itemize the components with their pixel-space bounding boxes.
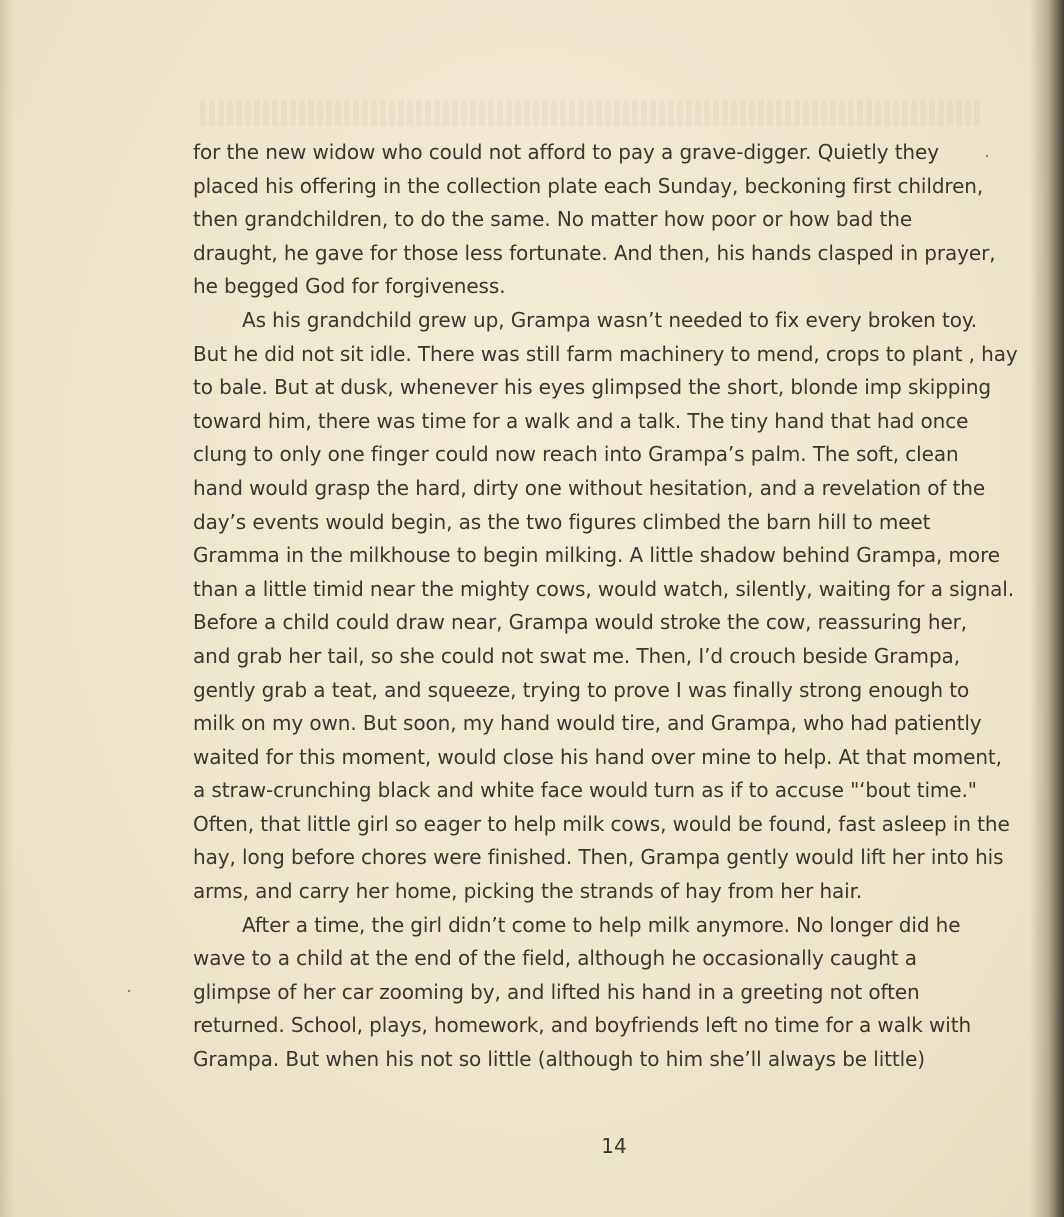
paragraph-1: for the new widow who could not afford to pay a grave-digger. Quietly they placed his offering in the collection plate each Sunday, beckoning first children, then grandchildren, to do the same. No matter how poor or how bad the draught, he gave for those less fortunate. And then, his hands clasped in prayer, he begged God for forgiveness. [193, 140, 996, 299]
bleed-through-text [200, 100, 980, 126]
spine-shadow [1030, 0, 1064, 1217]
dust-speck [128, 990, 130, 992]
body-text [193, 136, 1033, 1077]
page-number: 14 [601, 1134, 627, 1158]
dust-speck [986, 155, 988, 157]
paragraph-3: After a time, the girl didn’t come to help milk anymore. No longer did he wave to a child at the end of the field, although he occasionally caught a glimpse of her car zooming by, and lifted his hand in a greeting not often returned. School, plays, homework, and boyfriends left no time for a walk with Grampa. But when his not so little (although to him she’ll always be little) [193, 912, 972, 1072]
paragraph-2: As his grandchild grew up, Grampa wasn’t needed to fix every broken toy. But he did not sit idle. There was still farm machinery to mend, crops to plant , hay to bale. But at dusk, whenever his eyes glimpsed the short, blonde imp skipping toward him, there was time for a walk and a talk. The tiny hand that had once clung to only one finger could now reach into Grampa’s palm. The soft, clean hand would grasp the hard, dirty one without hesitation, and a revelation of the day’s events would begin, as the two figures climbed the barn hill to meet Gramma in the milkhouse to begin milking. A little shadow behind Grampa, more than a little timid near the mighty cows, would watch, silently, waiting for a signal. Before a child could draw near, Grampa would stroke the cow, reassuring her, and grab her tail, so she could not swat me. Then, I’d crouch beside Grampa, gently grab a teat, and squeeze, trying to prove I was finally strong enough to milk on my own. But soon, my hand would tire, and Grampa, who had patiently waited for this moment, would close his hand over mine to help. At that moment, a straw-crunching black and white face would turn as if to accuse "‘bout time." Often, that little girl so eager to help milk cows, would be found, fast asleep in the hay, long before chores were finished. Then, Grampa gently would lift her into his arms, and carry her home, picking the strands of hay from her hair. [193, 307, 1018, 904]
